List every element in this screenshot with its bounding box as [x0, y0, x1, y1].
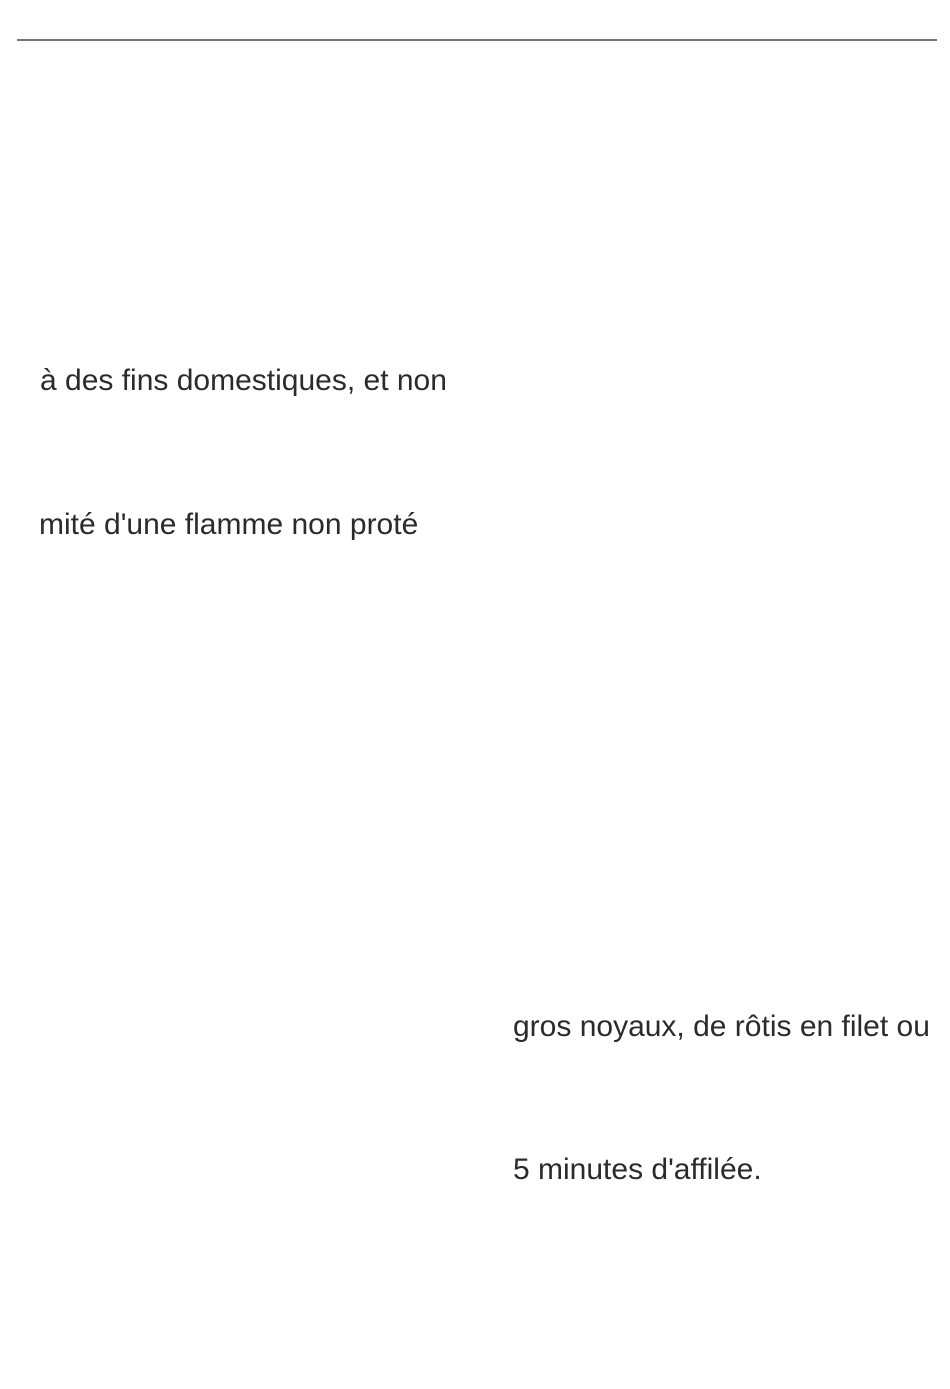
text-fragment-noyaux: gros noyaux, de rôtis en filet ou — [513, 1010, 930, 1043]
text-fragment-domestiques: à des fins domestiques, et non — [40, 364, 447, 397]
text-fragment-minutes: 5 minutes d'affilée. — [513, 1153, 762, 1186]
top-divider-rule — [17, 39, 937, 41]
text-fragment-flamme: mité d'une flamme non proté — [39, 508, 419, 541]
